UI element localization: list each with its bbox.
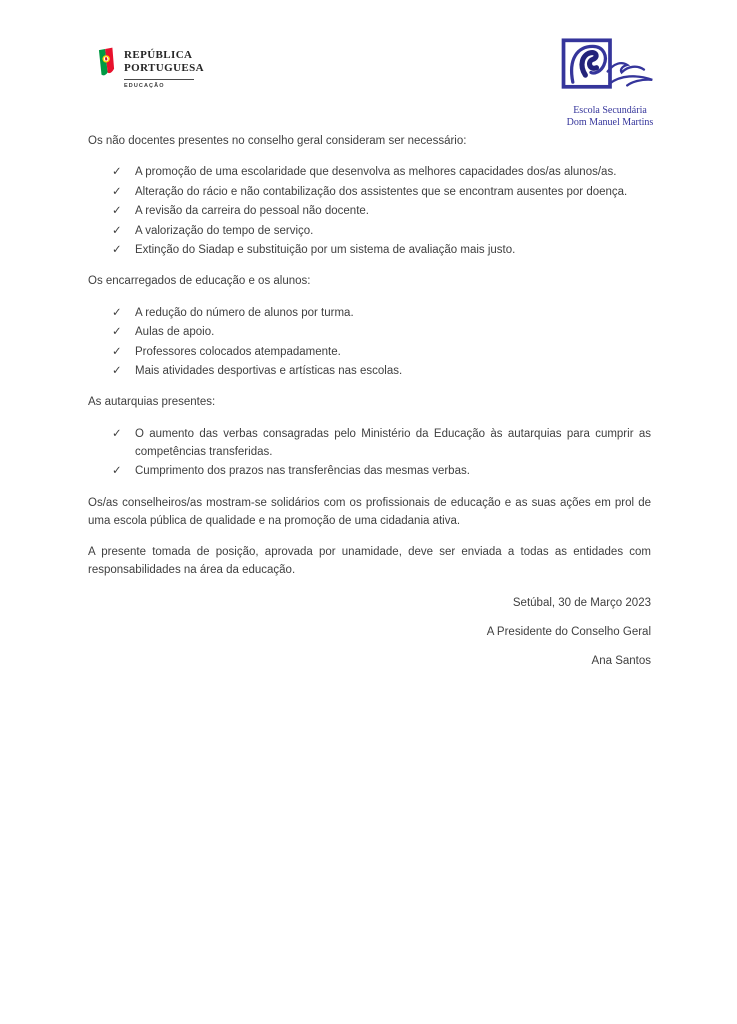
list-item-text: Cumprimento dos prazos nas transferências das mesmas verbas. [135, 465, 470, 478]
list-item [88, 183, 651, 201]
checklist-non-docentes [88, 163, 651, 259]
list-item-text: O aumento das verbas consagradas pelo Ministério da Educação às autarquias para cumprir as competências transferidas. [135, 427, 651, 459]
closing-role: A Presidente do Conselho Geral [486, 626, 651, 639]
check-icon: ✓ [112, 205, 122, 218]
closing-block [88, 594, 651, 670]
republica-portuguesa-logo [96, 46, 204, 89]
check-icon: ✓ [112, 166, 122, 179]
list-item-text: A valorização do tempo de serviço. [135, 224, 314, 237]
gov-logo-text [124, 46, 204, 89]
section-intro-non-docentes: Os não docentes presentes no conselho geral consideram ser necessário: [88, 135, 467, 147]
portugal-flag-icon [96, 46, 117, 78]
list-item [88, 241, 651, 259]
closing-place-date: Setúbal, 30 de Março 2023 [512, 597, 651, 610]
list-item-text: Mais atividades desportivas e artísticas nas escolas. [135, 364, 403, 377]
list-item [88, 222, 651, 240]
list-item [88, 343, 651, 361]
gov-logo-subtitle: EDUCAÇÃO [124, 82, 165, 89]
gov-logo-title-line1: REPÚBLICA [124, 49, 193, 61]
checklist-encarregados [88, 304, 651, 381]
list-item [88, 362, 651, 380]
list-item [88, 163, 651, 181]
check-icon: ✓ [112, 364, 122, 377]
gov-logo-divider [124, 79, 194, 80]
list-item-text: Alteração do rácio e não contabilização dos assistentes que se encontram ausentes por doença. [135, 185, 628, 198]
checklist-autarquias [88, 425, 651, 481]
check-icon: ✓ [112, 185, 122, 198]
section-intro-encarregados: Os encarregados de educação e os alunos: [88, 275, 311, 288]
paragraph-approval: A presente tomada de posição, aprovada por unamidade, deve ser enviada a todas as entidades com responsabilidades na área da educação. [88, 545, 651, 577]
check-icon: ✓ [112, 224, 122, 237]
check-icon: ✓ [112, 306, 122, 319]
section-intro-autarquias: As autarquias presentes: [88, 396, 216, 409]
list-item-text: Aulas de apoio. [135, 326, 215, 339]
check-icon: ✓ [112, 427, 122, 440]
school-logo [556, 38, 664, 128]
check-icon: ✓ [112, 326, 122, 339]
gov-logo-title-line2: PORTUGUESA [124, 61, 205, 74]
list-item-text: Professores colocados atempadamente. [135, 345, 341, 358]
list-item [88, 304, 651, 322]
paragraph-solidarity: Os/as conselheiros/as mostram-se solidários com os profissionais de educação e as suas ações em prol de uma escola pública de qualidade e na promoção de uma cidadania ativa. [88, 496, 651, 528]
list-item [88, 202, 651, 220]
document-body [88, 132, 651, 681]
school-name-line2: Dom Manuel Martins [566, 116, 654, 128]
school-name-line1: Escola Secundária [573, 105, 647, 116]
list-item [88, 323, 651, 341]
list-item [88, 425, 651, 462]
check-icon: ✓ [112, 243, 122, 256]
list-item [88, 462, 651, 480]
list-item-text: A redução do número de alunos por turma. [135, 306, 354, 319]
list-item-text: Extinção do Siadap e substituição por um sistema de avaliação mais justo. [135, 243, 516, 256]
list-item-text: A promoção de uma escolaridade que desenvolva as melhores capacidades dos/as alunos/as. [135, 166, 617, 179]
school-emblem-icon [561, 38, 659, 104]
list-item-text: A revisão da carreira do pessoal não docente. [135, 205, 369, 218]
check-icon: ✓ [112, 345, 122, 358]
closing-signature-name: Ana Santos [591, 655, 651, 668]
check-icon: ✓ [112, 465, 122, 478]
